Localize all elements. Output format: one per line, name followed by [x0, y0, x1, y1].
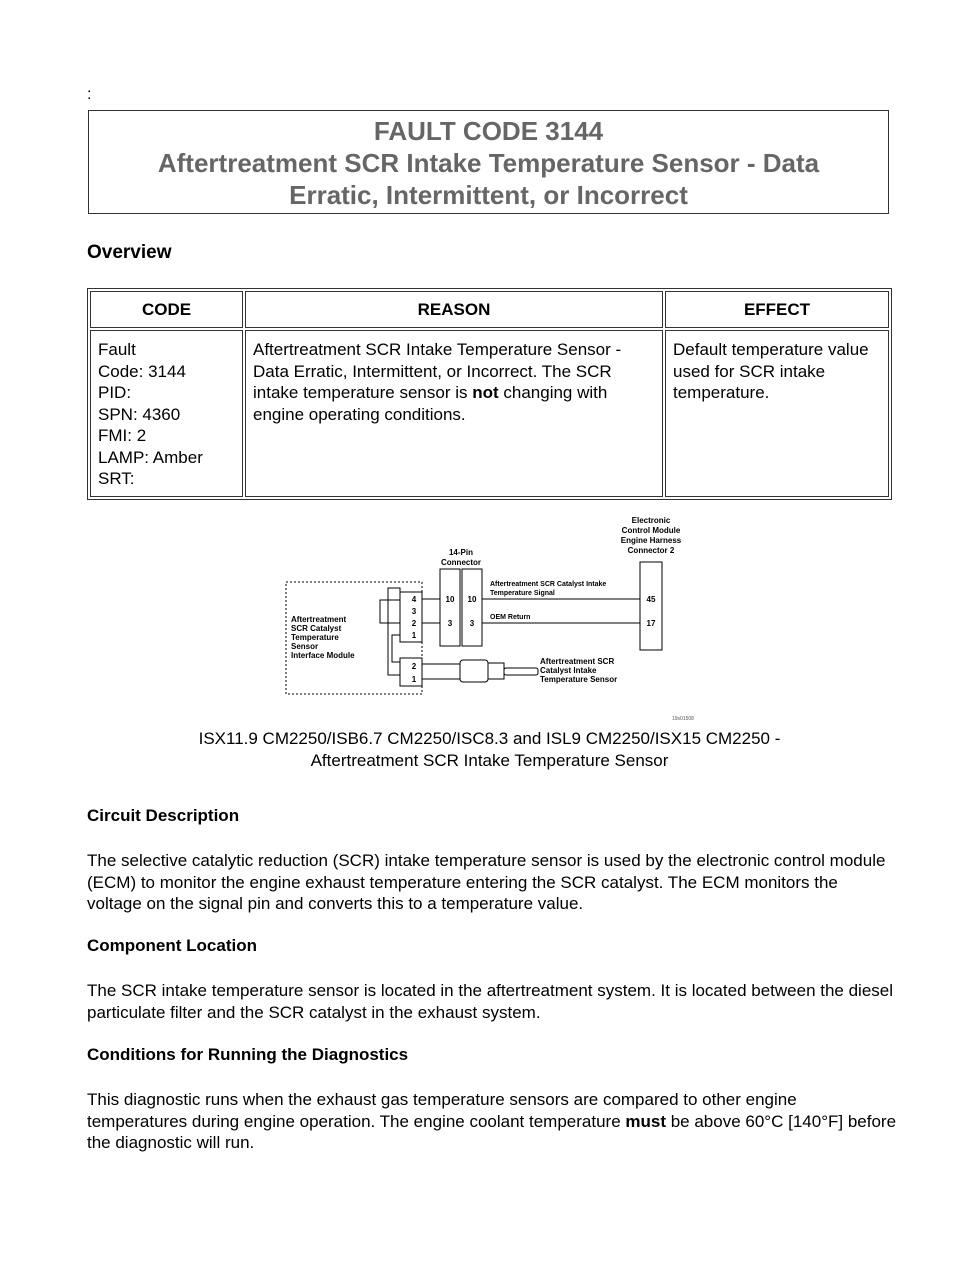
- caption-line1: ISX11.9 CM2250/ISB6.7 CM2250/ISC8.3 and ISL9 CM2250/ISX15 CM2250 -: [198, 729, 781, 748]
- component-location-text: The SCR intake temperature sensor is located in the aftertreatment system. It is located between the diesel particulate filter and the SCR catalyst in the exhaust system.: [87, 981, 894, 1022]
- fourteen-pin-connector-left: [440, 569, 460, 646]
- ecm-label-1: Electronic: [631, 516, 671, 525]
- effect-cell: Default temperature value used for SCR intake temperature.: [665, 330, 889, 497]
- wiring-diagram: [280, 512, 700, 722]
- page-colon: :: [87, 86, 92, 103]
- fault-code-title: FAULT CODE 3144: [373, 116, 604, 146]
- module-pin-2: 2: [411, 619, 417, 628]
- sensor-pin-1: 1: [411, 675, 417, 684]
- signal-label-1: Aftertreatment SCR Catalyst Intake: [490, 581, 607, 588]
- code-line-code: Code: 3144: [98, 361, 186, 381]
- module-jumper-1: [392, 635, 400, 662]
- connector-pin-3-a: 3: [447, 619, 453, 628]
- conditions-emphasis: must: [625, 1111, 666, 1131]
- column-header-reason: REASON: [245, 291, 663, 328]
- code-line-srt: SRT:: [98, 469, 135, 488]
- ecm-pin-45: 45: [646, 595, 656, 604]
- sensor-body: [460, 660, 488, 682]
- fault-code-subtitle-line2: Erratic, Intermittent, or Incorrect: [289, 180, 688, 210]
- table-row: [90, 330, 889, 497]
- reason-text: Aftertreatment SCR Intake Temperature Sensor - Data Erratic, Intermittent, or Incorrect. The SCR intake temperature sensor is: [253, 340, 622, 402]
- fourteen-pin-connector-right: [462, 569, 482, 646]
- component-location-heading: Component Location: [87, 936, 257, 955]
- overview-heading: Overview: [87, 242, 172, 263]
- ecm-pin-17: 17: [646, 619, 656, 628]
- table-header-row: [90, 291, 889, 328]
- code-cell: [90, 330, 243, 497]
- module-pin-4: 4: [411, 595, 417, 604]
- sensor-probe: [504, 668, 538, 675]
- sensor-nut: [488, 663, 504, 679]
- reason-text-end: changing with engine operating conditions.: [253, 383, 608, 424]
- signal-label-2: Temperature Signal: [490, 590, 555, 597]
- sensor-label-3: Temperature Sensor: [540, 675, 618, 684]
- reason-emphasis: not: [472, 383, 499, 402]
- connector-label-1: 14-Pin: [448, 548, 474, 557]
- overview-table: [87, 288, 892, 500]
- module-pin-1: 1: [411, 631, 417, 640]
- connector-pin-10-a: 10: [445, 595, 455, 604]
- connector-pin-10-b: 10: [467, 595, 477, 604]
- module-label-2: SCR Catalyst: [291, 624, 342, 633]
- conditions-text: [87, 1089, 897, 1154]
- circuit-description-text: The selective catalytic reduction (SCR) intake temperature sensor is used by the electronic control module (ECM) to monitor the engine exhaust temperature entering the SCR catalyst. The ECM monitors the voltage on the signal pin and converts this to a temperature value.: [87, 851, 886, 913]
- conditions-text-start: This diagnostic runs when the exhaust gas temperature sensors are compared to other engine temperatures during engine operation. The engine coolant temperature: [87, 1090, 797, 1131]
- reason-cell: [245, 330, 663, 497]
- conditions-heading: Conditions for Running the Diagnostics: [87, 1045, 409, 1064]
- module-label-5: Interface Module: [291, 651, 355, 660]
- code-line-fmi: FMI: 2: [98, 426, 147, 445]
- ecm-label-2: Control Module: [621, 526, 681, 535]
- code-line-pid: PID:: [98, 383, 132, 402]
- code-line-lamp: LAMP: Amber: [98, 447, 203, 467]
- ecm-connector: [640, 562, 662, 650]
- ecm-label-3: Engine Harness: [620, 536, 682, 545]
- figure-caption: [87, 728, 892, 772]
- sensor-label-1: Aftertreatment SCR: [540, 657, 615, 666]
- ecm-label-4: Connector 2: [627, 546, 675, 555]
- column-header-code: CODE: [90, 291, 243, 328]
- code-line-spn: SPN: 4360: [98, 404, 181, 424]
- column-header-effect: EFFECT: [665, 291, 889, 328]
- sensor-pin-2: 2: [411, 662, 417, 671]
- module-label-3: Temperature: [291, 633, 339, 642]
- circuit-description-heading: Circuit Description: [87, 806, 240, 825]
- connector-pin-3-b: 3: [469, 619, 475, 628]
- module-jumper-2: [380, 600, 400, 623]
- sensor-label-2: Catalyst Intake: [540, 666, 597, 675]
- code-line-fault: Fault: [98, 340, 136, 359]
- connector-label-2: Connector: [441, 558, 481, 567]
- caption-line2: Aftertreatment SCR Intake Temperature Sensor: [310, 751, 669, 770]
- figure-id: 19s01508: [672, 716, 694, 722]
- module-label-1: Aftertreatment: [291, 615, 347, 624]
- fault-code-subtitle-line1: Aftertreatment SCR Intake Temperature Sensor - Data: [157, 148, 820, 178]
- fault-code-title-box: [88, 110, 889, 214]
- return-label: OEM Return: [490, 614, 531, 621]
- module-label-4: Sensor: [291, 642, 319, 651]
- conditions-text-end: be above 60°C [140°F] before the diagnostic will run.: [87, 1111, 897, 1152]
- module-pin-3: 3: [411, 607, 417, 616]
